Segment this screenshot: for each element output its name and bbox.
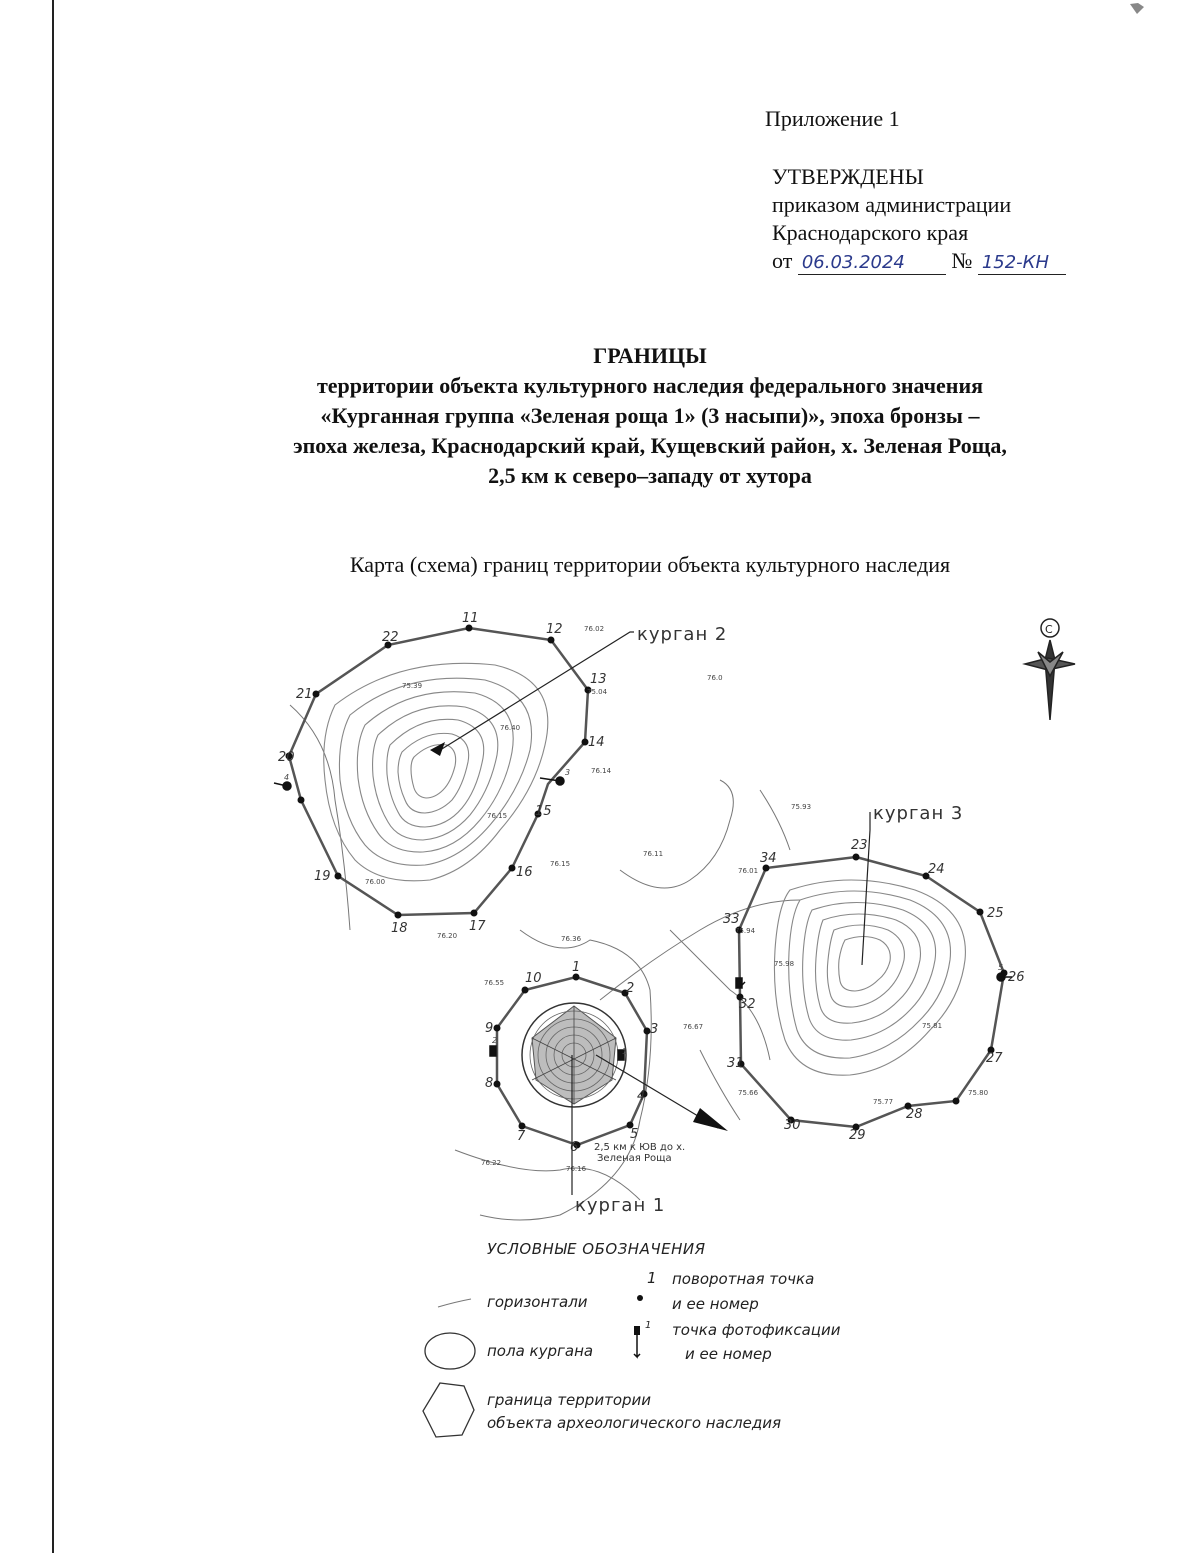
pt-k2-9: 20 [278, 750, 295, 765]
legend-mound-floor-label: пола кургана [487, 1342, 594, 1360]
title-line-1: ГРАНИЦЫ [593, 343, 707, 368]
pt-k3-4: 27 [986, 1051, 1003, 1066]
pt-k2-1: 12 [546, 622, 563, 637]
photo-num-0: 3 [565, 768, 571, 777]
legend-title: УСЛОВНЫЕ ОБОЗНАЧЕНИЯ [487, 1240, 706, 1258]
legend-boundary-label-1: граница территории [487, 1391, 652, 1409]
pt-k1-3: 4 [637, 1089, 646, 1104]
elev-5: 76.11 [643, 850, 664, 858]
number-prefix: № [951, 248, 973, 273]
pt-k1-9: 10 [525, 971, 542, 986]
appendix-text: Приложение 1 [765, 106, 900, 131]
title-line-2: территории объекта культурного наследия федерального значения [316, 373, 984, 398]
map-subtitle: Карта (схема) границ территории объекта культурного наследия [349, 552, 951, 577]
turning-points [286, 625, 1008, 1149]
label-kurgan-3: курган 3 [873, 803, 964, 824]
pt-k1-5: 6 [570, 1140, 579, 1155]
pt-k2-10: 21 [296, 687, 313, 702]
pt-k3-5: 28 [906, 1107, 923, 1122]
legend-turn-point-symbol [637, 1295, 643, 1301]
elev-9: 75.98 [774, 960, 795, 968]
pt-k1-6: 7 [517, 1129, 526, 1144]
pt-k3-6: 29 [849, 1128, 866, 1143]
elev-6: 76.15 [550, 860, 571, 868]
pt-k2-3: 14 [588, 735, 605, 750]
legend-turn-point-label-1: поворотная точка [672, 1270, 815, 1288]
pt-k3-1: 24 [928, 862, 945, 877]
approved-by-line: приказом администрации [772, 192, 1012, 217]
elev-0: 76.02 [584, 625, 605, 633]
date-prefix: от [772, 248, 793, 273]
pt-k3-9: 32 [739, 997, 756, 1012]
pt-k1-0: 1 [572, 960, 581, 975]
territory-boundaries [289, 628, 1004, 1145]
elev-4: 75.93 [791, 803, 812, 811]
direction-note [594, 1142, 685, 1164]
elev-15: 76.55 [484, 979, 505, 987]
pt-k2-2: 13 [590, 672, 607, 687]
title-line-4: эпоха железа, Краснодарский край, Кущевский район, х. Зеленая Роща, [293, 433, 1007, 458]
elev-19: 76.22 [481, 1159, 502, 1167]
legend-photo-number: 1 [645, 1320, 652, 1331]
point-numbers [278, 611, 1025, 1155]
legend-boundary-label-2: объекта археологического наследия [487, 1414, 782, 1432]
pt-k2-8: 19 [314, 869, 331, 884]
direction-note-line1: 2,5 км к ЮВ до х. [594, 1142, 686, 1153]
north-label: С [1045, 623, 1053, 636]
photo-num-2: 5 [998, 963, 1004, 972]
elev-8: 75.94 [735, 927, 756, 935]
pt-k1-4: 5 [630, 1127, 639, 1142]
legend-photo-symbol [634, 1326, 640, 1357]
pt-k1-1: 2 [626, 981, 635, 996]
elev-22: 76.15 [487, 812, 508, 820]
pt-k2-6: 17 [469, 919, 486, 934]
contours-kurgan-2 [324, 663, 548, 881]
contours-kurgan-3 [774, 880, 965, 1075]
legend-contour-symbol [438, 1299, 471, 1307]
elev-21: 76.40 [500, 724, 521, 732]
pt-k1-8: 9 [485, 1021, 494, 1036]
pt-k3-3: 26 [1008, 970, 1025, 985]
title-line-5: 2,5 км к северо–западу от хутора [488, 463, 812, 488]
pt-k3-0: 23 [851, 838, 868, 853]
legend-contours-label: горизонтали [487, 1293, 588, 1311]
photo-num-1: 4 [284, 773, 290, 782]
leader-lines [437, 632, 870, 1195]
boundary-kurgan-2 [289, 628, 588, 915]
elev-7: 76.01 [738, 867, 759, 875]
approved-heading: УТВЕРЖДЕНЫ [772, 164, 924, 189]
pt-k2-4: 15 [535, 804, 552, 819]
elevation-marks [365, 625, 988, 1173]
mound-1-floor [522, 1003, 626, 1107]
elev-2: 75.04 [587, 688, 608, 696]
elev-17: 76.20 [437, 932, 458, 940]
pt-k2-7: 18 [391, 921, 408, 936]
elev-10: 75.81 [922, 1022, 943, 1030]
label-kurgan-2: курган 2 [637, 624, 728, 645]
terrain-lines [290, 705, 800, 1220]
pt-k2-0: 11 [462, 611, 479, 626]
photo-num-3: 1 [622, 1047, 628, 1056]
direction-arrow [693, 1108, 728, 1131]
pt-k3-10: 33 [723, 912, 740, 927]
title-line-3: «Курганная группа «Зеленая роща 1» (3 насыпи)», эпоха бронзы – [320, 403, 980, 428]
elev-23: 76.00 [365, 878, 386, 886]
direction-note-line2: Зеленая Роща [597, 1153, 672, 1164]
boundary-kurgan-3 [739, 857, 1004, 1127]
pt-k2-11: 22 [382, 630, 399, 645]
handwritten-date: 06.03.2024 [798, 252, 946, 275]
elev-11: 75.77 [873, 1098, 894, 1106]
pt-k2-5: 16 [516, 865, 533, 880]
legend-photo-label-1: точка фотофиксации [672, 1321, 841, 1339]
elev-16: 76.67 [683, 1023, 704, 1031]
label-kurgan-1: курган 1 [575, 1195, 666, 1216]
photo-num-4: 2 [492, 1036, 498, 1045]
legend-photo-label-2: и ее номер [685, 1345, 772, 1363]
elev-1: 76.0 [707, 674, 723, 682]
pt-k1-2: 3 [650, 1022, 659, 1037]
pt-k3-11: 34 [760, 851, 777, 866]
legend-turn-point-number: 1 [647, 1269, 657, 1287]
legend-boundary-symbol [423, 1383, 474, 1437]
elev-20: 75.39 [402, 682, 423, 690]
pt-k1-7: 8 [485, 1076, 494, 1091]
elev-12: 75.80 [968, 1089, 989, 1097]
legend-mound-floor-symbol [425, 1333, 475, 1369]
elev-18: 76.16 [566, 1165, 587, 1173]
approved-region-line: Краснодарского края [772, 220, 969, 245]
elev-13: 75.66 [738, 1089, 759, 1097]
pt-k3-7: 30 [784, 1118, 801, 1133]
elev-14: 76.36 [561, 935, 582, 943]
pt-k3-8: 31 [727, 1056, 744, 1071]
handwritten-number: 152-КН [978, 252, 1066, 275]
pt-k3-2: 25 [987, 906, 1004, 921]
elev-3: 76.14 [591, 767, 612, 775]
legend-turn-point-label-2: и ее номер [672, 1295, 759, 1313]
